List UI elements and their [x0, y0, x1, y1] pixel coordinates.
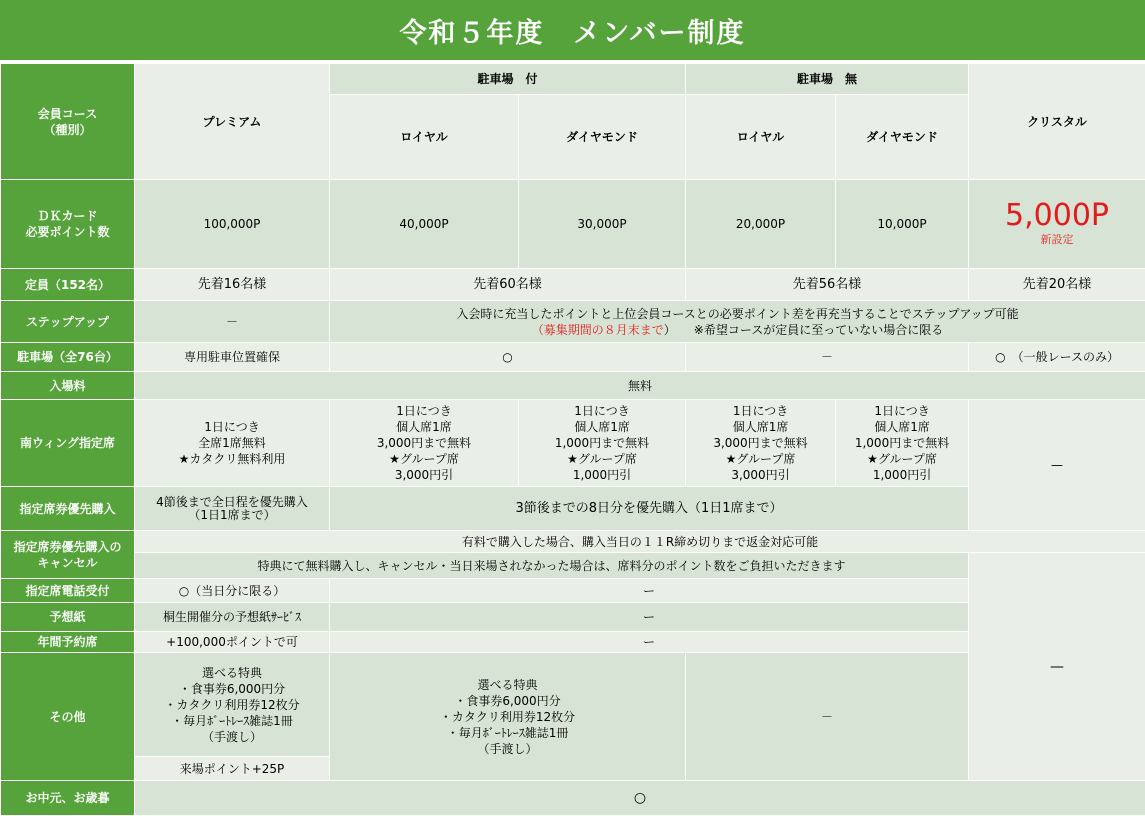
phone-others: ー	[330, 579, 969, 603]
forecast-others: ー	[330, 603, 969, 632]
other-premium-points: 来場ポイント+25P	[135, 757, 330, 781]
admission-value: 無料	[135, 372, 1145, 400]
cancel-line-2: 特典にて無料購入し、キャンセル・当日来場されなかった場合は、席料分のポイント数をご負担いただきます	[135, 553, 969, 579]
membership-table	[0, 63, 1145, 816]
stepup-label: ステップアップ	[1, 301, 135, 343]
course-diamond-parking: ダイヤモンド	[519, 95, 686, 180]
points-royal-parking: 40,000P	[330, 180, 519, 269]
capacity-premium: 先着16名様	[135, 269, 330, 301]
south-wing-royal-parking: 1日につき 個人席1席 3,000円まで無料 ★グループ席 3,000円引	[330, 400, 519, 487]
other-parking-yes: 選べる特典 ・食事券6,000円分 ・カタクリ利用券12枚分 ・毎月ﾎﾞｰﾄﾚｰｽ雑誌1冊 （手渡し）	[330, 653, 686, 781]
course-diamond-noparking: ダイヤモンド	[836, 95, 969, 180]
points-diamond-noparking: 10,000P	[836, 180, 969, 269]
course-royal-noparking: ロイヤル	[686, 95, 836, 180]
parking-premium: 専用駐車位置確保	[135, 343, 330, 372]
capacity-crystal: 先着20名様	[969, 269, 1145, 301]
capacity-parking-no: 先着56名様	[686, 269, 969, 301]
parking-label: 駐車場（全76台）	[1, 343, 135, 372]
other-label: その他	[1, 653, 135, 781]
forecast-label: 予想紙	[1, 603, 135, 632]
south-wing-crystal: —	[969, 400, 1145, 531]
points-label: ＤＫカード 必要ポイント数	[1, 180, 135, 269]
course-royal-parking: ロイヤル	[330, 95, 519, 180]
annual-label: 年間予約席	[1, 632, 135, 653]
group-parking-yes: 駐車場 付	[330, 64, 686, 95]
points-royal-noparking: 20,000P	[686, 180, 836, 269]
phone-premium: ○（当日分に限る）	[135, 579, 330, 603]
points-crystal: 5,000P 新設定	[969, 180, 1145, 269]
south-wing-premium: 1日につき 全席1席無料 ★カタクリ無料利用	[135, 400, 330, 487]
stepup-premium: －	[135, 301, 330, 343]
cancel-line-1: 有料で購入した場合、購入当日の１１R締め切りまで返金対応可能	[135, 531, 1145, 553]
priority-premium: 4節後まで全日程を優先購入 （1日1席まで）	[135, 487, 330, 531]
course-label: 会員コース （種別）	[1, 64, 135, 180]
admission-label: 入場料	[1, 372, 135, 400]
capacity-label: 定員（152名）	[1, 269, 135, 301]
gift-label: お中元、お歳暮	[1, 781, 135, 816]
phone-label: 指定席電話受付	[1, 579, 135, 603]
stepup-text: 入会時に充当したポイントと上位会員コースとの必要ポイント差を再充当することでステップアップ可能 （募集期間の８月末まで） ※希望コースが定員に至っていない場合に限る	[330, 301, 1145, 343]
south-wing-diamond-parking: 1日につき 個人席1席 1,000円まで無料 ★グループ席 1,000円引	[519, 400, 686, 487]
south-wing-diamond-noparking: 1日につき 個人席1席 1,000円まで無料 ★グループ席 1,000円引	[836, 400, 969, 487]
forecast-premium: 桐生開催分の予想紙ｻｰﾋﾞｽ	[135, 603, 330, 632]
course-premium: プレミアム	[135, 64, 330, 180]
group-parking-no: 駐車場 無	[686, 64, 969, 95]
annual-others: ー	[330, 632, 969, 653]
crystal-lower: —	[969, 553, 1145, 781]
south-wing-royal-noparking: 1日につき 個人席1席 3,000円まで無料 ★グループ席 3,000円引	[686, 400, 836, 487]
priority-others: 3節後までの8日分を優先購入（1日1席まで）	[330, 487, 969, 531]
cancel-label: 指定席券優先購入の キャンセル	[1, 531, 135, 579]
page-title: 令和５年度 メンバー制度	[0, 0, 1145, 60]
south-wing-label: 南ウィング指定席	[1, 400, 135, 487]
points-diamond-parking: 30,000P	[519, 180, 686, 269]
course-crystal: クリスタル	[969, 64, 1145, 180]
parking-parking-no: －	[686, 343, 969, 372]
other-parking-no: －	[686, 653, 969, 781]
annual-premium: +100,000ポイントで可	[135, 632, 330, 653]
gift-value: ○	[135, 781, 1145, 816]
capacity-parking-yes: 先着60名様	[330, 269, 686, 301]
other-premium: 選べる特典 ・食事券6,000円分 ・カタクリ利用券12枚分 ・毎月ﾎﾞｰﾄﾚｰｽ雑誌1冊 （手渡し）	[135, 653, 330, 757]
priority-label: 指定席券優先購入	[1, 487, 135, 531]
parking-parking-yes: ○	[330, 343, 686, 372]
parking-crystal: ○ （一般レースのみ）	[969, 343, 1145, 372]
points-premium: 100,000P	[135, 180, 330, 269]
